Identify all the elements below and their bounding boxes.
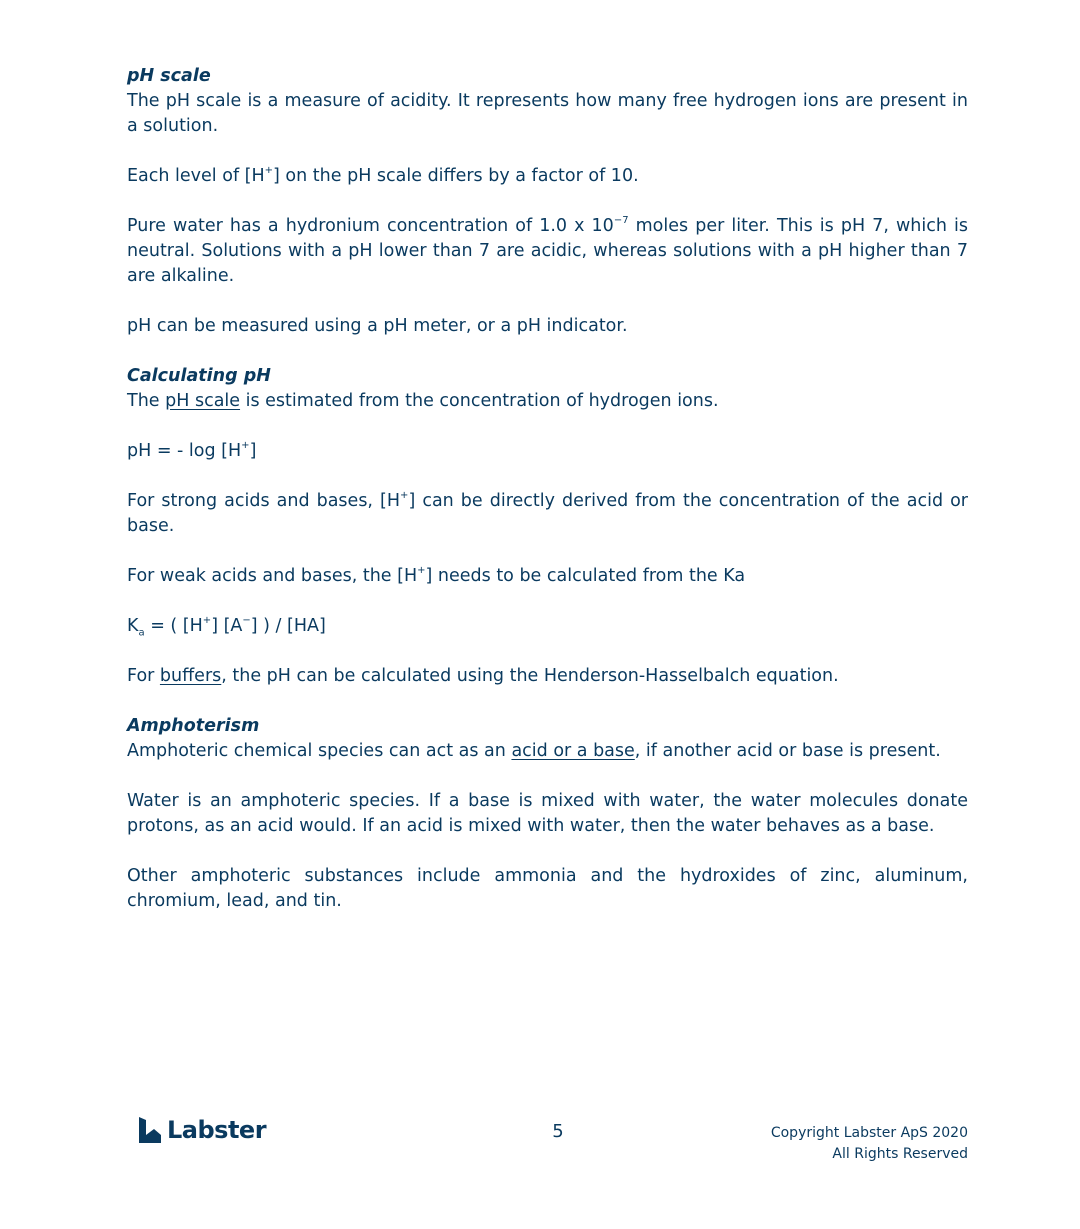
superscript: −7: [613, 215, 629, 227]
text-run: ]: [249, 441, 257, 461]
section-ph-scale-intro: [127, 64, 968, 139]
weak-acids-paragraph: [127, 564, 968, 589]
superscript: +: [241, 440, 250, 452]
rights-line: All Rights Reserved: [832, 1146, 968, 1162]
superscript: +: [417, 565, 426, 577]
labster-logo-text: Labster: [167, 1116, 267, 1144]
heading-ph-scale: pH scale: [127, 66, 211, 86]
buffers-link[interactable]: buffers: [159, 666, 222, 686]
text-run: moles per liter. This is pH 7, which is neutral. Solutions with a pH lower than 7 are acidic, whereas solutions with a pH higher than 7 are alkaline.: [127, 216, 968, 286]
ph-formula: [127, 439, 968, 464]
heading-calculating-ph: Calculating pH: [127, 366, 271, 386]
acid-or-base-link[interactable]: acid or a base: [511, 741, 635, 761]
ph-scale-factor-paragraph: [127, 164, 968, 189]
pure-water-paragraph: [127, 214, 968, 289]
text-run: Amphoteric chemical species can act as an: [127, 741, 512, 761]
document-body: [127, 64, 968, 939]
page-number: 5: [552, 1121, 564, 1142]
superscript: +: [264, 165, 274, 177]
superscript: +: [202, 615, 212, 627]
copyright-line: Copyright Labster ApS 2020: [770, 1125, 968, 1141]
text-run: ] [A: [211, 616, 243, 636]
text-run: = ( [H: [144, 616, 203, 636]
labster-logo-icon: [139, 1117, 161, 1143]
text-run: ] on the pH scale differs by a factor of 10.: [273, 166, 639, 186]
text-run: For: [127, 666, 160, 686]
section-amphoterism-intro: [127, 714, 968, 764]
ka-formula: [127, 614, 968, 639]
text-run: , if another acid or base is present.: [634, 741, 941, 761]
text-run: For weak acids and bases, the [H: [127, 566, 418, 586]
strong-acids-paragraph: [127, 489, 968, 539]
text-run: ] can be directly derived from the concentration of the acid or base.: [127, 491, 969, 536]
ph-measurement-paragraph: pH can be measured using a pH meter, or a pH indicator.: [127, 316, 628, 336]
text-run: pH = - log [H: [127, 441, 242, 461]
ph-scale-definition: The pH scale is a measure of acidity. It represents how many free hydrogen ions are present in a solution.: [127, 91, 968, 136]
text-run: Each level of [H: [127, 166, 265, 186]
copyright-notice: [771, 1123, 968, 1165]
subscript: a: [138, 627, 145, 639]
section-calculating-ph-intro: [127, 364, 968, 414]
water-amphoteric-paragraph: Water is an amphoteric species. If a base is mixed with water, the water molecules donate protons, as an acid would. If an acid is mixed with water, then the water behaves as a base.: [127, 791, 968, 836]
text-run: ] ) / [HA]: [250, 616, 326, 636]
text-run: K: [127, 616, 139, 636]
other-amphoteric-paragraph: Other amphoteric substances include ammonia and the hydroxides of zinc, aluminum, chromium, lead, and tin.: [127, 866, 968, 911]
text-run: is estimated from the concentration of hydrogen ions.: [240, 391, 719, 411]
heading-amphoterism: Amphoterism: [127, 716, 260, 736]
superscript: −: [242, 615, 251, 627]
labster-logo: [139, 1116, 266, 1144]
text-run: ] needs to be calculated from the Ka: [425, 566, 746, 586]
text-run: The: [127, 391, 166, 411]
text-run: For strong acids and bases, [H: [127, 491, 401, 511]
ph-scale-link[interactable]: pH scale: [165, 391, 241, 411]
buffers-paragraph: [127, 664, 968, 689]
superscript: +: [400, 490, 409, 502]
text-run: Pure water has a hydronium concentration of 1.0 x 10: [127, 216, 614, 236]
text-run: , the pH can be calculated using the Henderson-Hasselbalch equation.: [221, 666, 839, 686]
